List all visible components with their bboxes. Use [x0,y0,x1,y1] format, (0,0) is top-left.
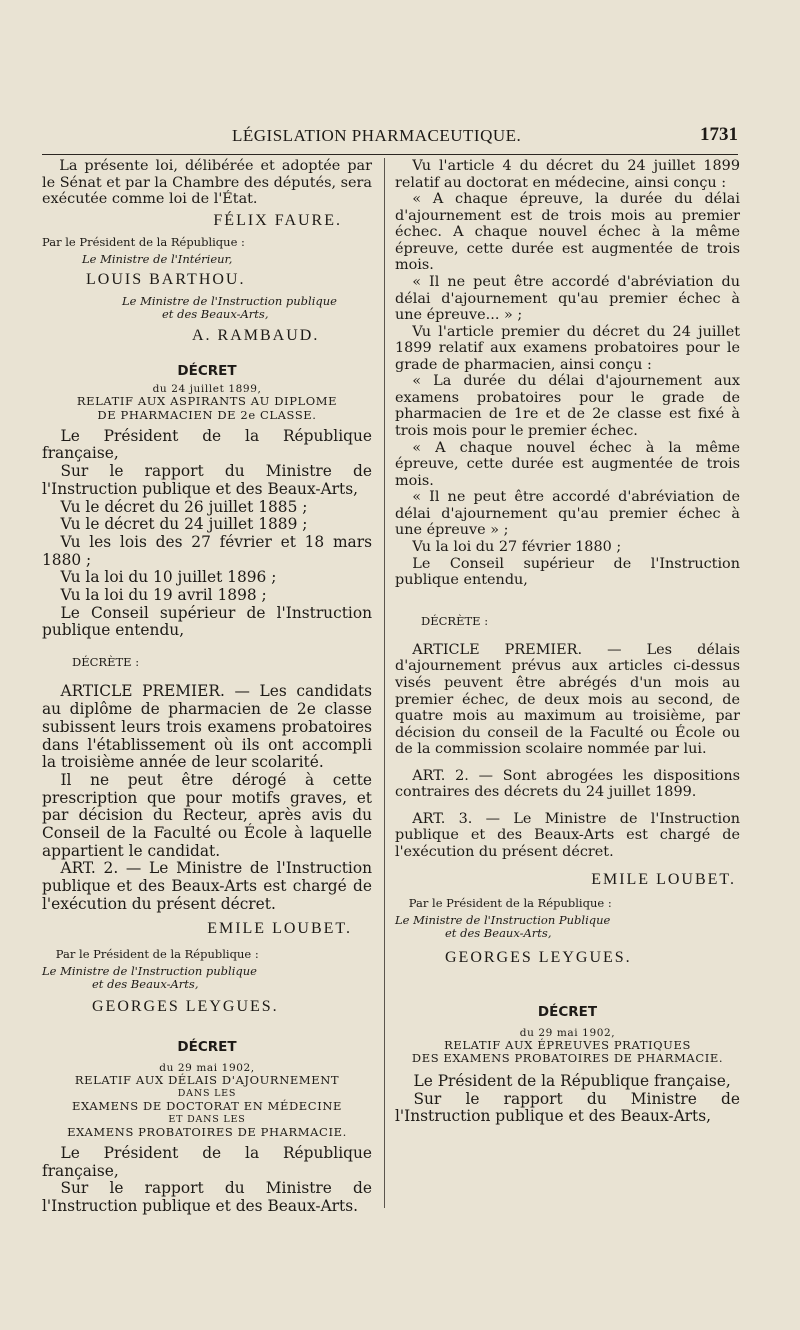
article-3-right: ART. 3. — Le Ministre de l'Instruction publique et des Beaux-Arts est chargé de l'exécution du présent décret. [395,810,740,861]
column-divider [384,158,385,1208]
article-2-right: ART. 2. — Sont abrogées les dispositions contraires des décrets du 24 juillet 1899. [395,767,740,801]
signature-rambaud: A. RAMBAUD. [192,327,320,345]
running-title: LÉGISLATION PHARMACEUTIQUE. [232,126,522,145]
article-2: ART. 2. — Le Ministre de l'Instruction publique et des Beaux-Arts est chargé de l'exécution du présent décret. [42,859,372,913]
quote-abreviation: « Il ne peut être accordé d'abréviation du délai d'ajournement qu'au premier échec à une épreuve... » ; [395,273,740,324]
quote-nouvel-echec: « A chaque nouvel échec à la même épreuve, cette durée est augmentée de trois mois. [395,439,740,489]
page-number: 1731 [700,124,738,145]
article-premier: ARTICLE PREMIER. — Les candidats au diplôme de pharmacien de 2e classe subissent leurs trois examens probatoires dans l'établissement où ils ont accompli la troisième année de leur scolarité. [42,682,372,772]
signature-emile-loubet: EMILE LOUBET. [207,919,352,937]
decret-date-1902-b: du 29 mai 1902, [519,1026,616,1039]
quote-duree-delai: « La durée du délai d'ajournement aux examens probatoires pour le grade de pharmacien de 1re et de 2e classe est fixé à trois mois pour le premier échec. [395,373,740,439]
par-le-president-right: Par le Président de la République : [408,895,612,910]
article-premier-right: ARTICLE PREMIER. — Les délais d'ajournement prévus aux articles ci-dessus visés peuvent être abrégés d'un mois au premier échec, de deux mois au second, de quatre mois au maximum au troisième, par décision du conseil de la Faculté ou École ou de la commission scolaire nommée par lui. [395,641,740,758]
signature-louis-barthou: LOUIS BARTHOU. [86,270,246,288]
decret-subject-1902-a-line3: EXAMENS DE DOCTORAT EN MÉDECINE [71,1098,343,1113]
decret-subject-1902-a-line5: EXAMENS PROBATOIRES DE PHARMACIE. [67,1124,347,1139]
considerant-vu-1889: Vu le décret du 24 juillet 1889 ; [60,515,308,534]
minister-right-line2: et des Beaux-Arts, [445,926,552,941]
minister-instruction-line2: et des Beaux-Arts, [162,307,269,322]
decret-title-1902-b: DÉCRET [537,1004,598,1021]
decrete-heading-right: DÉCRÈTE : [421,613,489,628]
par-le-president-2: Par le Président de la République : [55,946,259,961]
par-le-president: Par le Président de la République : [42,235,245,250]
president-line: Le Président de la République française, [42,426,372,463]
vu-article-premier: Vu l'article premier du décret du 24 juillet 1899 relatif aux examens probatoires pour le grade de pharmacien, ainsi conçu : [395,323,740,373]
decret-subject-1902-a-line4: ET DANS LES [168,1113,246,1125]
right-column [395,158,740,1126]
conseil-entendu: Le Conseil supérieur de l'Instruction publique entendu, [395,555,740,589]
rapport-line-2: Sur le rapport du Ministre de l'Instruction publique et des Beaux-Arts. [42,1179,372,1216]
president-line-2: Le Président de la République française, [42,1144,372,1180]
decret-subject-1902-a-line2: DANS LES [177,1087,237,1099]
quote-chaque-epreuve: « A chaque épreuve, la durée du délai d'ajournement est de trois mois au premier échec. A chaque nouvel échec à la même épreuve, cette durée est augmentée de trois mois. [395,191,740,274]
considerant-vu-1896: Vu la loi du 10 juillet 1896 ; [60,568,277,587]
vu-article-4: Vu l'article 4 du décret du 24 juillet 1899 relatif au doctorat en médecine, ainsi conçu : [395,158,740,191]
president-line-right: Le Président de la République française, [413,1072,731,1091]
minister-interior: Le Ministre de l'Intérieur, [82,252,233,267]
considerant-rapport: Sur le rapport du Ministre de l'Instruction publique et des Beaux-Arts, [42,462,372,498]
decret-subject-1902-a-line1: RELATIF AUX DÉLAIS D'AJOURNEMENT [74,1072,340,1087]
rapport-line-right: Sur le rapport du Ministre de l'Instruction publique et des Beaux-Arts, [395,1089,740,1126]
vu-loi-1880: Vu la loi du 27 février 1880 ; [412,538,622,555]
decret-title-1899: DÉCRET [177,362,237,379]
minister-instruction-2-line1: Le Ministre de l'Instruction publique [42,964,257,979]
decret-subject-1899-line2: DE PHARMACIEN DE 2e CLASSE. [97,407,317,422]
signature-felix-faure: FÉLIX FAURE. [213,211,342,229]
law-conclusion: La présente loi, délibérée et adoptée par le Sénat et par la Chambre des députés, sera exécutée comme loi de l'État. [42,158,372,208]
signature-georges-leygues-right: GEORGES LEYGUES. [445,948,632,966]
signature-emile-loubet-right: EMILE LOUBET. [591,870,736,888]
quote-abreviation-2: « Il ne peut être accordé d'abréviation de délai d'ajournement qu'au premier échec à une épreuve » ; [395,489,740,539]
decret-subject-1902-b-line1: RELATIF AUX ÉPREUVES PRATIQUES [444,1037,691,1052]
minister-right-line1: Le Ministre de l'Instruction Publique [395,913,611,928]
decret-subject-1902-b-line2: DES EXAMENS PROBATOIRES DE PHARMACIE. [411,1050,724,1065]
page-header [42,124,738,155]
signature-georges-leygues: GEORGES LEYGUES. [92,997,279,1015]
considerant-vu-1880: Vu les lois des 27 février et 18 mars 1880 ; [42,532,372,569]
decret-date-1902-a: du 29 mai 1902, [159,1061,255,1074]
minister-instruction-2-line2: et des Beaux-Arts, [92,977,199,992]
decret-subject-1899-line1: RELATIF AUX ASPIRANTS AU DIPLOME [76,394,338,409]
decrete-heading: DÉCRÈTE : [72,655,140,670]
left-column [42,158,372,1216]
considerant-vu-1885: Vu le décret du 26 juillet 1885 ; [60,497,308,516]
minister-instruction-line1: Le Ministre de l'Instruction publique [122,293,337,308]
article-premier-derogation: Il ne peut être dérogé à cette prescription que pour motifs graves, et par décision du Recteur, après avis du Conseil de la Faculté ou École à laquelle appartient le candidat. [42,770,372,860]
considerant-conseil: Le Conseil supérieur de l'Instruction publique entendu, [42,603,372,640]
considerant-vu-1898: Vu la loi du 19 avril 1898 ; [60,586,267,605]
decret-date-1899: du 24 juillet 1899, [152,383,262,396]
decret-title-1902-a: DÉCRET [177,1038,237,1055]
